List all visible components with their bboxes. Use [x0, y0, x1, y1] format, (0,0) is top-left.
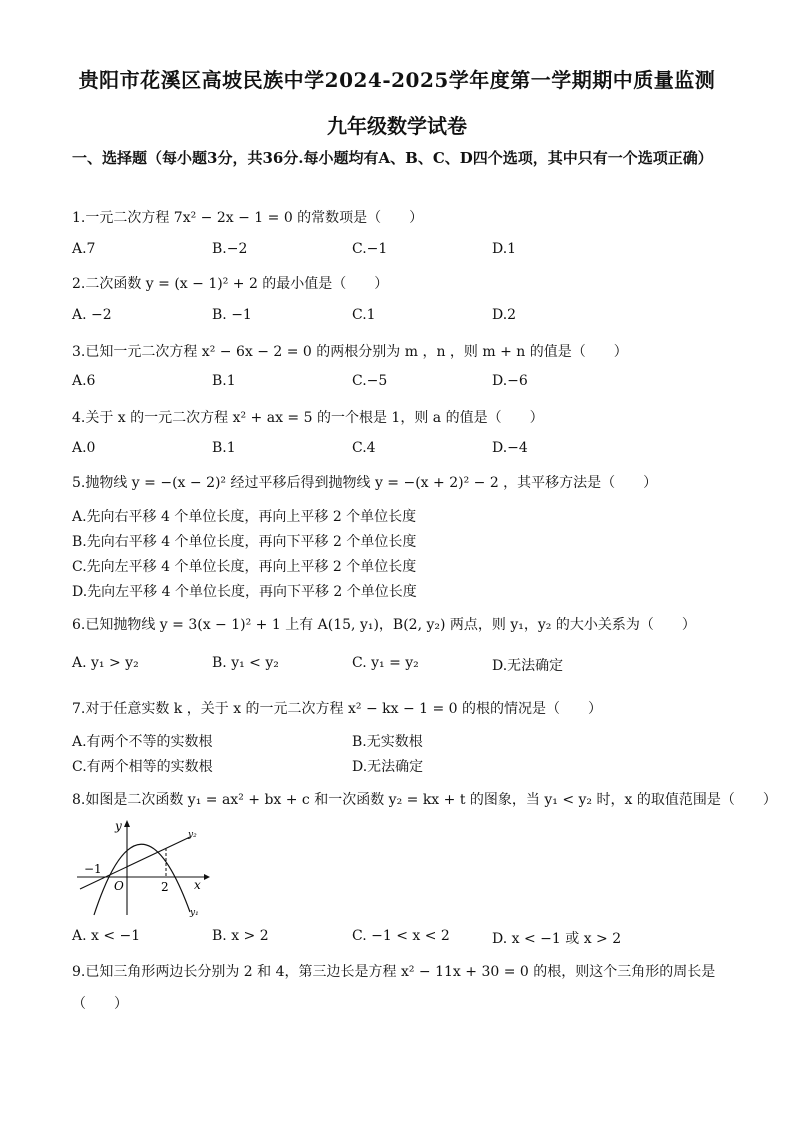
question-5-option-d[interactable]: D.先向左平移 4 个单位长度，再向下平移 2 个单位长度: [72, 584, 417, 600]
label-y: y: [115, 819, 122, 833]
question-5-option-b[interactable]: B.先向右平移 4 个单位长度，再向下平移 2 个单位长度: [72, 534, 417, 550]
question-7-option-b[interactable]: B.无实数根: [352, 734, 423, 750]
question-9-stem: 9.已知三角形两边长分别为 2 和 4，第三边长是方程 x² − 11x + 30 = 0 的根，则这个三角形的周长是: [72, 964, 716, 980]
question-2-option-d[interactable]: D.2: [492, 307, 517, 323]
question-4-stem: 4.关于 x 的一元二次方程 x² + ax = 5 的一个根是 1，则 a 的值是（ ）: [72, 410, 544, 426]
question-6-stem: 6.已知抛物线 y = 3(x − 1)² + 1 上有 A(15, y₁)，B(2, y₂) 两点，则 y₁，y₂ 的大小关系为（ ）: [72, 617, 696, 633]
question-3-option-d[interactable]: D.−6: [492, 373, 528, 389]
y-axis-arrow: [124, 820, 130, 827]
label-x: x: [194, 878, 201, 892]
question-7-option-d[interactable]: D.无法确定: [352, 759, 424, 775]
question-8-option-b[interactable]: B. x > 2: [212, 928, 269, 944]
exam-title: 贵阳市花溪区高坡民族中学2024-2025学年度第一学期期中质量监测: [78, 68, 716, 92]
question-4-option-a[interactable]: A.0: [72, 440, 96, 456]
question-6-option-b[interactable]: B. y₁ < y₂: [212, 655, 279, 671]
question-1-option-a[interactable]: A.7: [72, 241, 96, 257]
x-axis-arrow: [204, 874, 210, 880]
question-8-option-d[interactable]: D. x < −1 或 x > 2: [492, 931, 622, 947]
question-2-option-b[interactable]: B. −1: [212, 307, 252, 323]
label-minus1: −1: [84, 862, 102, 876]
question-2-option-c[interactable]: C.1: [352, 307, 376, 323]
question-8-figure: [72, 815, 222, 920]
question-6-option-d[interactable]: D.无法确定: [492, 658, 564, 674]
label-origin: O: [114, 879, 124, 893]
question-3-option-b[interactable]: B.1: [212, 373, 236, 389]
question-5-option-a[interactable]: A.先向右平移 4 个单位长度，再向上平移 2 个单位长度: [72, 509, 417, 525]
question-2-option-a[interactable]: A. −2: [72, 307, 112, 323]
question-8-option-c[interactable]: C. −1 < x < 2: [352, 928, 450, 944]
question-1-option-b[interactable]: B.−2: [212, 241, 248, 257]
question-1-stem: 1.一元二次方程 7x² − 2x − 1 = 0 的常数项是（ ）: [72, 210, 424, 226]
label-y1: y₁: [190, 908, 199, 918]
question-5-stem: 5.抛物线 y = −(x − 2)² 经过平移后得到抛物线 y = −(x + 2)² − 2 ，其平移方法是（ ）: [72, 475, 658, 491]
question-6-option-a[interactable]: A. y₁ > y₂: [72, 655, 139, 671]
question-3-option-a[interactable]: A.6: [72, 373, 96, 389]
question-5-option-c[interactable]: C.先向左平移 4 个单位长度，再向上平移 2 个单位长度: [72, 559, 417, 575]
exam-subtitle: 九年级数学试卷: [327, 114, 467, 138]
question-3-stem: 3.已知一元二次方程 x² − 6x − 2 = 0 的两根分别为 m ，n ，则 m + n 的值是（ ）: [72, 344, 628, 360]
question-8-option-a[interactable]: A. x < −1: [72, 928, 141, 944]
question-4-option-d[interactable]: D.−4: [492, 440, 528, 456]
question-1-option-d[interactable]: D.1: [492, 241, 517, 257]
question-4-option-b[interactable]: B.1: [212, 440, 236, 456]
question-3-option-c[interactable]: C.−5: [352, 373, 388, 389]
label-2: 2: [161, 880, 169, 894]
question-6-option-c[interactable]: C. y₁ = y₂: [352, 655, 419, 671]
question-7-option-c[interactable]: C.有两个相等的实数根: [72, 759, 213, 775]
question-2-stem: 2.二次函数 y = (x − 1)² + 2 的最小值是（ ）: [72, 276, 389, 292]
question-9-stem-continued: （ ）: [72, 996, 128, 1012]
parabola-y1: [94, 844, 190, 915]
label-y2: y₂: [188, 830, 197, 840]
question-7-option-a[interactable]: A.有两个不等的实数根: [72, 734, 213, 750]
question-1-option-c[interactable]: C.−1: [352, 241, 388, 257]
question-8-stem: 8.如图是二次函数 y₁ = ax² + bx + c 和一次函数 y₂ = kx + t 的图象，当 y₁ < y₂ 时，x 的取值范围是（ ）: [72, 792, 777, 808]
question-4-option-c[interactable]: C.4: [352, 440, 376, 456]
section-heading: 一、选择题（每小题3分，共36分.每小题均有A、B、C、D四个选项，其中只有一个选项正确）: [72, 149, 713, 167]
question-7-stem: 7.对于任意实数 k ，关于 x 的一元二次方程 x² − kx − 1 = 0 的根的情况是（ ）: [72, 701, 603, 717]
